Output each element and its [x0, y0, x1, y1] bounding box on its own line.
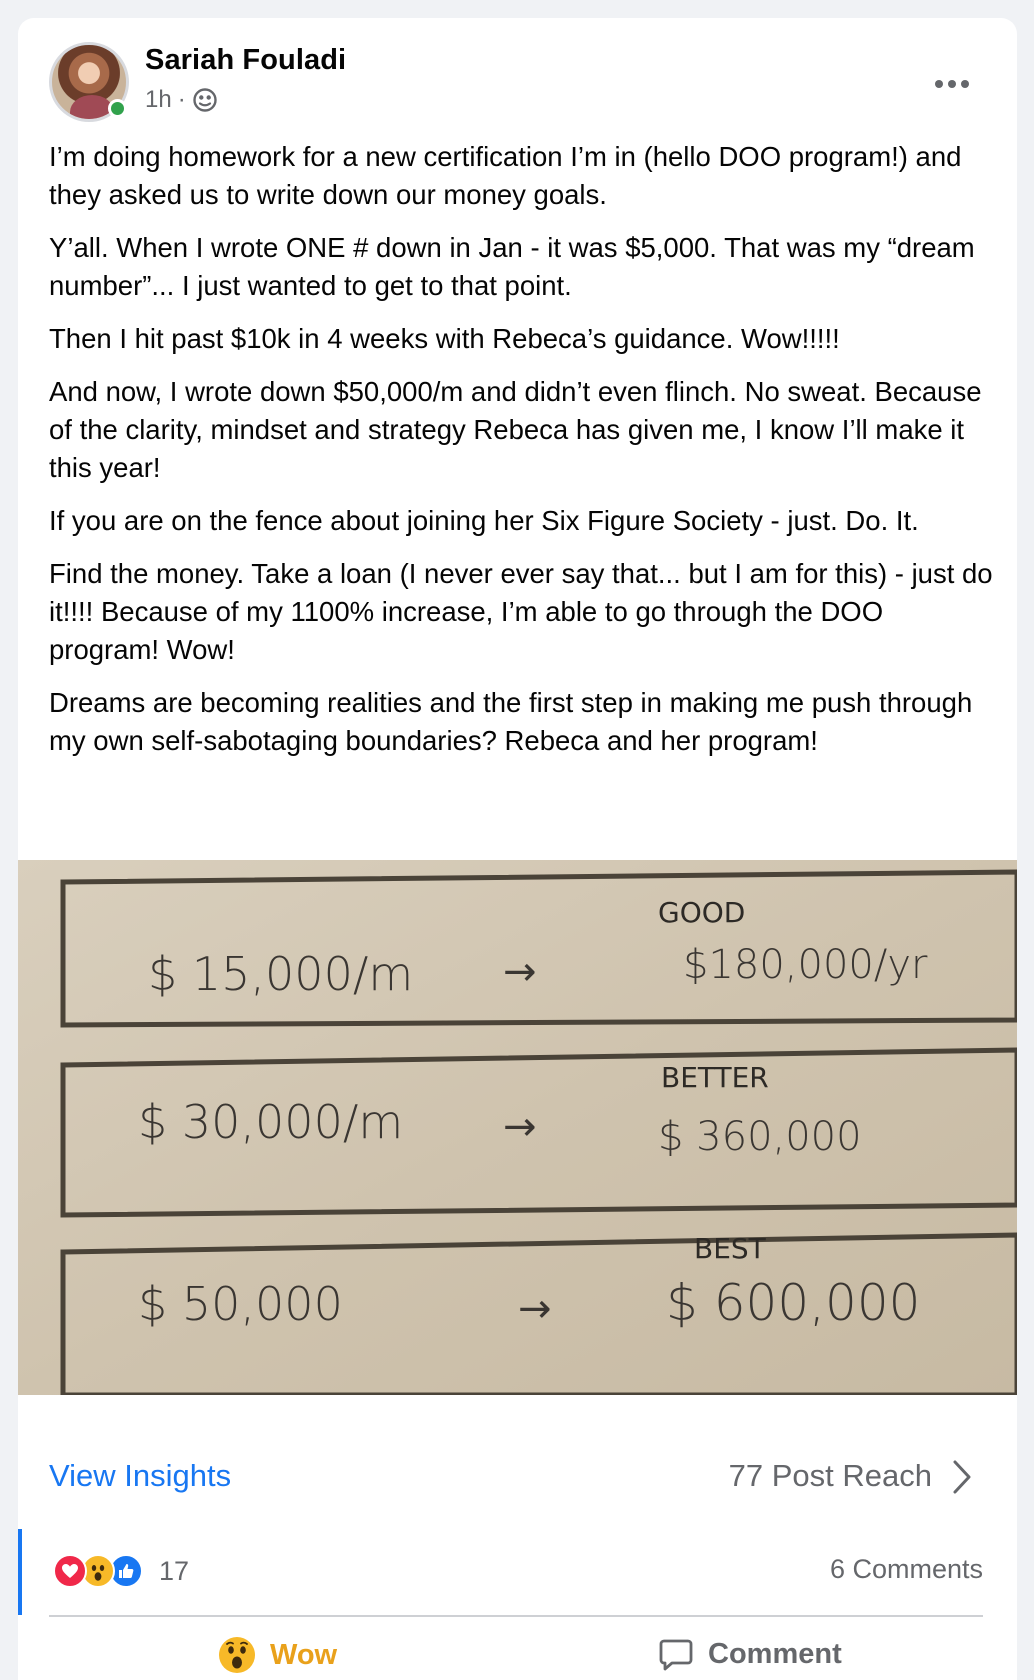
meta-separator: · [177, 86, 186, 113]
goal-arrow-best: → [518, 1286, 552, 1332]
online-status-dot [108, 99, 127, 118]
post-body [49, 138, 999, 775]
comment-label: Comment [708, 1637, 842, 1670]
accent-bar [18, 1529, 22, 1615]
goal-arrow-good: → [503, 949, 537, 995]
view-insights-link[interactable]: View Insights [49, 1458, 232, 1493]
chevron-right-icon[interactable] [947, 1458, 977, 1496]
goal-left-best: $ 50,000 [138, 1277, 343, 1331]
divider [49, 1615, 983, 1617]
love-icon [53, 1554, 87, 1588]
post-paragraph: Find the money. Take a loan (I never ever say that... but I am for this) - just do it!!!! Because of my 1100% increase, I’m able to go through the DOO program! Wow! [49, 558, 993, 665]
post-photo[interactable] [18, 860, 1017, 1395]
post-paragraph: Dreams are becoming realities and the first step in making me push through my own self-sabotaging boundaries? Rebeca and her program! [49, 687, 973, 756]
author-avatar[interactable] [49, 42, 129, 122]
comment-icon [658, 1636, 694, 1672]
comments-count[interactable]: 6 Comments [829, 1554, 983, 1584]
post-paragraph: I’m doing homework for a new certification I’m in (hello DOO program!) and they asked us to write down our money goals. [49, 141, 962, 210]
post-paragraph: If you are on the fence about joining her Six Figure Society - just. Do. It. [49, 505, 919, 536]
goal-right-better: $ 360,000 [658, 1114, 862, 1160]
goal-left-better: $ 30,000/m [138, 1095, 404, 1149]
goal-right-good: $180,000/yr [683, 942, 928, 988]
wow-label: Wow [270, 1638, 338, 1671]
goal-label-best: BEST [694, 1232, 766, 1265]
post-paragraph: And now, I wrote down $50,000/m and didn’t even flinch. No sweat. Because of the clarity, mindset and strategy Rebeca has given me, I know I’ll make it this year! [49, 376, 982, 483]
post-time[interactable]: 1h [145, 86, 172, 113]
goal-arrow-better: → [503, 1104, 537, 1150]
author-name[interactable]: Sariah Fouladi [145, 44, 347, 76]
post-paragraph: Then I hit past $10k in 4 weeks with Rebeca’s guidance. Wow!!!!! [49, 323, 840, 354]
reaction-count: 17 [159, 1555, 190, 1586]
goal-left-good: $ 15,000/m [148, 947, 414, 1001]
goal-right-best: $ 600,000 [666, 1274, 921, 1332]
globe-icon [192, 87, 218, 113]
post-reach[interactable]: 77 Post Reach [728, 1458, 932, 1493]
more-options-icon[interactable] [935, 80, 969, 88]
post-meta [145, 86, 218, 114]
wow-reaction-button[interactable] [218, 1636, 337, 1674]
goal-label-good: GOOD [658, 896, 746, 929]
wow-face-icon [218, 1636, 256, 1674]
post-card [18, 18, 1017, 1680]
comment-button[interactable] [658, 1636, 842, 1672]
post-paragraph: Y’all. When I wrote ONE # down in Jan - it was $5,000. That was my “dream number”... I just wanted to get to that point. [49, 232, 975, 301]
reaction-summary[interactable] [53, 1554, 189, 1588]
goal-label-better: BETTER [661, 1061, 769, 1094]
